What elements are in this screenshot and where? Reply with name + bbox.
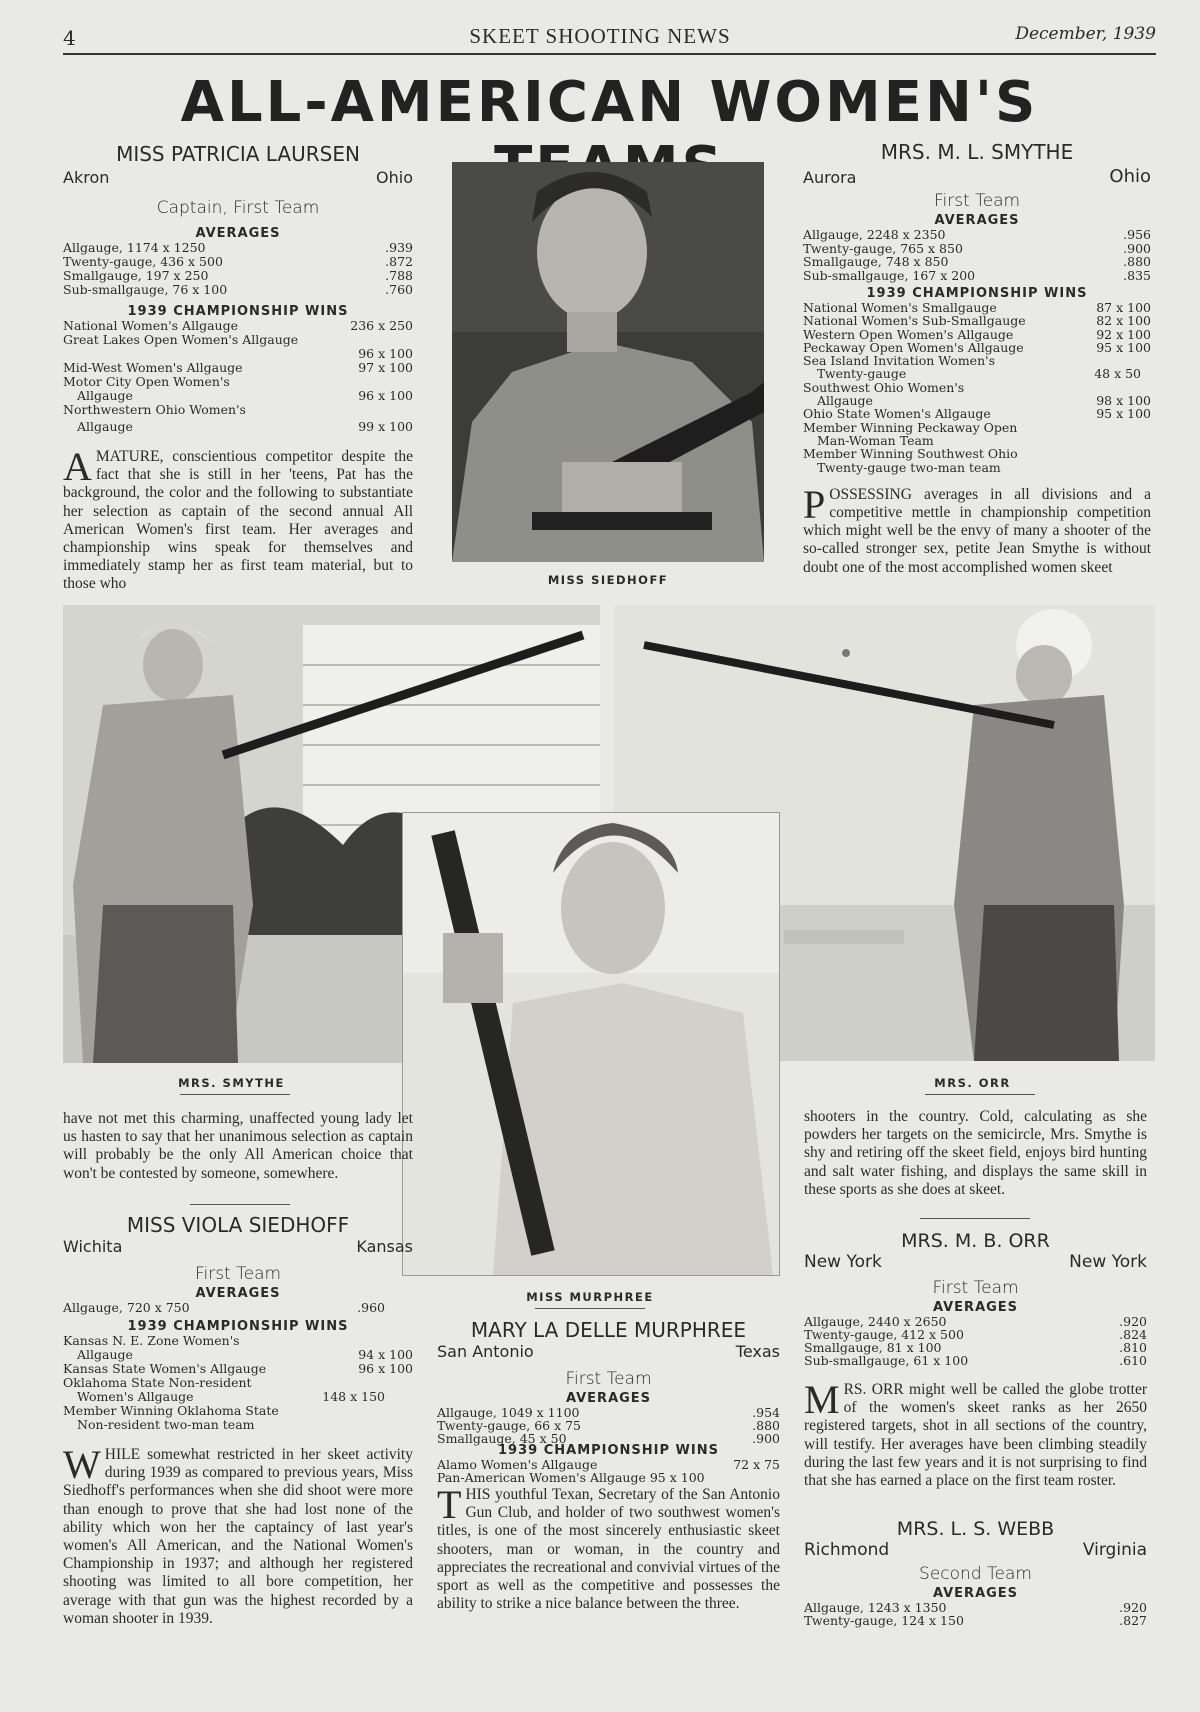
- win-row: Southwest Ohio Women's: [803, 379, 965, 395]
- orr-city: New York: [804, 1252, 882, 1272]
- siedhoff-name: MISS VIOLA SIEDHOFF: [126, 1213, 350, 1237]
- dropcap: P: [803, 481, 826, 527]
- section-rule: [920, 1218, 1030, 1219]
- average-row: Allgauge, 1174 x 1250 .939: [63, 240, 413, 255]
- page-number: 4: [63, 26, 76, 50]
- win-row: Mid-West Women's Allgauge 97 x 100: [63, 360, 413, 375]
- smythe-team: First Team: [933, 191, 1021, 211]
- caption-rule: [925, 1094, 1035, 1095]
- average-row: Twenty-gauge, 765 x 850 .900: [803, 240, 1151, 256]
- win-row: Oklahoma State Non-resident: [63, 1375, 252, 1390]
- win-row: Great Lakes Open Women's Allgauge: [63, 332, 299, 347]
- orr-profile: [804, 1230, 1147, 1490]
- siedhoff-city: Wichita: [63, 1237, 123, 1256]
- laursen-city: Akron: [63, 168, 110, 187]
- caption-rule: [180, 1094, 290, 1095]
- average-row: Twenty-gauge, 412 x 500 .824: [804, 1327, 1147, 1342]
- win-row: Western Open Women's Allgauge 92 x 100: [803, 326, 1151, 342]
- orr-caption: MRS. ORR: [934, 1076, 1011, 1090]
- webb-averages-list: [804, 1601, 1147, 1627]
- win-row: Member Winning Oklahoma State: [63, 1403, 279, 1418]
- murphree-wins-heading: 1939 CHAMPIONSHIP WINS: [498, 1443, 719, 1458]
- murphree-city: San Antonio: [437, 1342, 534, 1361]
- webb-name: MRS. L. S. WEBB: [896, 1518, 1055, 1540]
- murphree-state: Texas: [735, 1342, 780, 1361]
- smythe-wins-heading: 1939 CHAMPIONSHIP WINS: [866, 286, 1088, 301]
- win-row: Allgauge 98 x 100: [817, 393, 1151, 409]
- win-row: Peckaway Open Women's Allgauge 95 x 100: [803, 339, 1151, 355]
- laursen-article-continued: have not met this charming, unaffected young lady let us hasten to say that her unanimous selection as captain will probably be the only All American choice that won't be contested by someone, somewhere.: [63, 1110, 413, 1182]
- average-row: Allgauge, 1243 x 1350 .920: [804, 1600, 1147, 1615]
- win-row: Northwestern Ohio Women's: [63, 402, 246, 417]
- siedhoff-photo: [452, 162, 764, 562]
- laursen-team: Captain, First Team: [156, 198, 320, 218]
- murphree-wins-list: [437, 1458, 780, 1484]
- caption-rule: [535, 1308, 645, 1309]
- laursen-name: MISS PATRICIA LAURSEN: [116, 142, 360, 166]
- laursen-profile: [63, 142, 413, 594]
- smythe-city: Aurora: [803, 168, 857, 187]
- win-row: National Women's Allgauge 236 x 250: [63, 318, 413, 333]
- win-row: National Women's Smallgauge 87 x 100: [803, 300, 1151, 315]
- smythe-name: MRS. M. L. SMYTHE: [880, 140, 1074, 164]
- orr-state: New York: [1069, 1252, 1147, 1272]
- win-row: Member Winning Peckaway Open: [803, 419, 1018, 435]
- orr-name: MRS. M. B. ORR: [901, 1230, 1050, 1252]
- siedhoff-profile: [63, 1213, 413, 1628]
- smythe-profile: [803, 140, 1151, 577]
- average-row: Sub-smallgauge, 76 x 100 .760: [63, 282, 413, 297]
- murphree-photo: [402, 812, 780, 1276]
- webb-state: Virginia: [1082, 1540, 1147, 1560]
- win-row: Women's Allgauge 148 x 150: [77, 1389, 385, 1404]
- average-row: Smallgauge, 45 x 50 .900: [437, 1431, 780, 1446]
- smythe-article: POSSESSING averages in all divisions and a competitive mettle in championship competition which might well be the envy of many a shooter of the so-called stronger sex, petite Jean Smythe is without doubt one of the most accomplished women skeet: [803, 481, 1151, 576]
- win-row: Allgauge 96 x 100: [77, 388, 413, 403]
- win-row: Twenty-gauge 48 x 50: [817, 366, 1141, 382]
- murphree-article: THIS youthful Texan, Secretary of the San Antonio Gun Club, and holder of two southwest women's titles, is one of the most sincerely enthusiastic skeet shooters, man or woman, in the country and appreciates the recreational and convivial virtues of the sport as well as the competitive and possesses the ability to strike a nice balance between the three.: [437, 1482, 780, 1613]
- smythe-state: Ohio: [1109, 166, 1151, 187]
- section-rule: [190, 1204, 290, 1205]
- siedhoff-caption: MISS SIEDHOFF: [547, 573, 669, 587]
- average-row: Allgauge, 2248 x 2350 .956: [803, 227, 1151, 242]
- average-row: Sub-smallgauge, 167 x 200 .835: [803, 267, 1151, 283]
- siedhoff-state: Kansas: [356, 1237, 413, 1256]
- publication-name: SKEET SHOOTING NEWS: [469, 24, 731, 48]
- siedhoff-wins-list: [63, 1334, 413, 1432]
- murphree-averages-heading: AVERAGES: [565, 1391, 652, 1406]
- header-rule: [63, 53, 1156, 55]
- smythe-wins-list: [803, 301, 1151, 474]
- win-row: Sea Island Invitation Women's: [803, 353, 995, 369]
- siedhoff-averages-heading: AVERAGES: [195, 1286, 281, 1301]
- webb-team: Second Team: [919, 1564, 1032, 1584]
- average-row: Smallgauge, 748 x 850 .880: [803, 254, 1151, 269]
- win-row: Kansas N. E. Zone Women's: [63, 1333, 240, 1348]
- laursen-averages-heading: AVERAGES: [195, 226, 281, 241]
- murphree-caption: MISS MURPHREE: [526, 1290, 654, 1304]
- orr-averages-heading: AVERAGES: [932, 1300, 1019, 1315]
- dropcap: M: [804, 1377, 840, 1422]
- orr-article: MRS. ORR might well be called the globe trotter of the women's skeet ranks as her 2650 registered targets, shot in all sections of the country, will testify. Her averages have been climbing steadily during the last few years and it is not surprising to find that she has earned a place on the first team roster.: [804, 1377, 1147, 1490]
- orr-averages-list: [804, 1315, 1147, 1367]
- win-row: National Women's Sub-Smallgauge 82 x 100: [803, 313, 1151, 329]
- average-row: Smallgauge, 81 x 100 .810: [804, 1340, 1147, 1355]
- average-row: Smallgauge, 197 x 250 .788: [63, 268, 413, 283]
- laursen-article: AMATURE, conscientious competitor despite the fact that she is still in her 'teens, Pat has the background, the color and the following to substantiate her selection as captain of the second annual All American Women's first team. Her averages and championship wins speak for themselves and immediately stamp her as first team material, but to those who: [63, 444, 413, 593]
- laursen-averages-list: [63, 241, 413, 297]
- average-row: Allgauge, 2440 x 2650 .920: [804, 1314, 1147, 1329]
- average-row: Sub-smallgauge, 61 x 100 .610: [804, 1353, 1147, 1368]
- win-row: Alamo Women's Allgauge 72 x 75: [437, 1457, 780, 1472]
- issue-date: December, 1939: [1015, 24, 1156, 44]
- win-row: Ohio State Women's Allgauge 95 x 100: [803, 406, 1151, 422]
- webb-averages-heading: AVERAGES: [932, 1586, 1019, 1601]
- average-row: Allgauge, 720 x 750 .960: [63, 1300, 385, 1315]
- murphree-name: MARY LA DELLE MURPHREE: [470, 1318, 747, 1342]
- dropcap: A: [63, 444, 92, 489]
- page-title: ALL-AMERICAN WOMEN'S: [180, 70, 1039, 135]
- win-row: Motor City Open Women's: [63, 374, 230, 389]
- laursen-state: Ohio: [376, 168, 413, 187]
- murphree-averages-list: [437, 1406, 780, 1445]
- average-row: Twenty-gauge, 66 x 75 .880: [437, 1418, 780, 1433]
- smythe-averages-heading: AVERAGES: [934, 213, 1020, 228]
- siedhoff-averages-list: [63, 1301, 413, 1315]
- smythe-averages-list: [803, 228, 1151, 282]
- average-row: Twenty-gauge, 124 x 150 .827: [804, 1613, 1147, 1628]
- webb-city: Richmond: [804, 1540, 890, 1560]
- orr-team: First Team: [932, 1278, 1019, 1298]
- laursen-wins-list: [63, 319, 413, 434]
- win-row: Member Winning Southwest Ohio: [803, 446, 1018, 462]
- dropcap: T: [437, 1482, 462, 1527]
- win-row: Allgauge 99 x 100: [77, 419, 413, 434]
- webb-profile: [804, 1518, 1147, 1627]
- siedhoff-article: WHILE somewhat restricted in her skeet activity during 1939 as compared to previous years, Miss Siedhoff's performances when she did shoot were more than enough to prove that she had lost none of the ability which won her the captaincy of last year's women's All American, and the National Women's Championship in 1937; and although her registered shooting was limited to all bore competition, her average with that gun was the highest recorded by a woman shooter in 1939.: [63, 1442, 413, 1627]
- win-row: Man-Woman Team: [817, 432, 934, 448]
- murphree-team: First Team: [565, 1369, 652, 1389]
- smythe-article-continued: shooters in the country. Cold, calculating as she powders her targets on the semicircle, Mrs. Smythe is shy and retiring off the skeet field, enjoys bird hunting and salt water fishing, and displays the same skill in these sports as she does at skeet.: [804, 1108, 1147, 1198]
- win-row: Twenty-gauge two-man team: [817, 459, 1001, 475]
- win-row: Kansas State Women's Allgauge 96 x 100: [63, 1361, 413, 1376]
- dropcap: W: [63, 1442, 101, 1487]
- siedhoff-wins-heading: 1939 CHAMPIONSHIP WINS: [127, 1319, 349, 1334]
- win-row: Non-resident two-man team: [77, 1417, 255, 1432]
- win-row: 96 x 100: [358, 346, 413, 361]
- smythe-caption: MRS. SMYTHE: [178, 1076, 285, 1090]
- win-row: Pan-American Women's Allgauge 95 x 100: [437, 1470, 705, 1485]
- average-row: Allgauge, 1049 x 1100 .954: [437, 1405, 780, 1420]
- laursen-wins-heading: 1939 CHAMPIONSHIP WINS: [127, 304, 349, 319]
- average-row: Twenty-gauge, 436 x 500 .872: [63, 254, 413, 269]
- win-row: Allgauge 94 x 100: [77, 1347, 413, 1362]
- murphree-profile: [437, 1318, 780, 1613]
- siedhoff-team: First Team: [194, 1264, 282, 1284]
